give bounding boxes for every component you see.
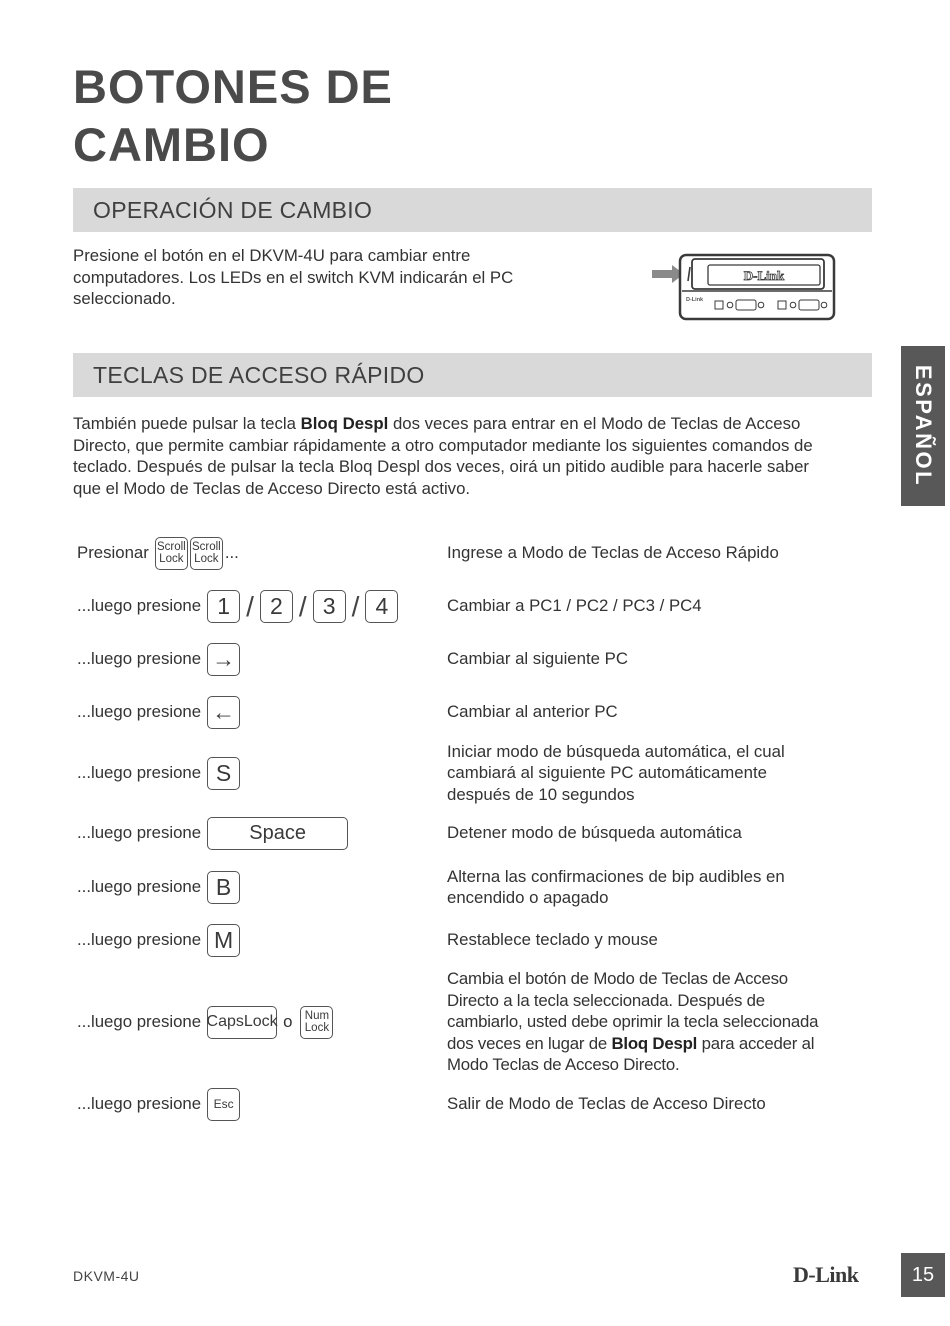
hotkeys-intro-post: dos veces para entrar en el Modo de Teclas de Acceso Directo, que permite cambiar rápidamente a otro computador mediante los siguientes comandos de teclado. Después de pulsar la tecla Bloq Despl dos veces, oirá un pitido audible para hacerle saber que el Modo de Teclas de Acceso Directo está activo. [73, 414, 813, 498]
hotkey-combo [77, 740, 240, 806]
key-num-lock [300, 1006, 333, 1039]
hotkey-description: Cambiar al anterior PC [447, 702, 618, 722]
change-desc-pre: Cambia el botón de Modo de Teclas de Acceso Directo a la tecla seleccionada. Después de cambiarlo, usted debe oprimir la tecla seleccionada dos veces en lugar de [447, 969, 819, 1053]
key-scroll-lock-2-top: Scroll [191, 541, 221, 553]
hotkey-row-exit [77, 1087, 867, 1121]
slash-separator: / [246, 590, 254, 622]
switch-operation-text: Presione el botón en el DKVM-4U para cambiar entre computadores. Los LEDs en el switch KVM indicarán el PC seleccionado. [73, 246, 514, 308]
hotkey-combo [77, 589, 398, 623]
hotkeys-intro-text [73, 413, 833, 499]
device-small-label: D-Link [686, 297, 704, 303]
kvm-switch-illustration [650, 253, 840, 325]
key-num-lock-bottom: Lock [304, 1022, 330, 1034]
hotkey-description: Cambiar a PC1 / PC2 / PC3 / PC4 [447, 596, 702, 616]
language-tab [901, 346, 945, 506]
hotkey-row-enter [77, 536, 867, 570]
key-scroll-lock-bottom: Lock [159, 553, 184, 565]
hotkeys-intro-bold: Bloq Despl [300, 414, 389, 433]
or-word: o [283, 1012, 293, 1031]
hotkey-row-change-key [77, 968, 867, 1076]
then-label: ...luego presione [77, 1012, 202, 1031]
hotkey-row-stop-scan [77, 816, 867, 850]
then-label: ...luego presione [77, 596, 202, 615]
hotkey-combo [77, 1087, 240, 1121]
then-label: ...luego presione [77, 763, 202, 782]
then-label: ...luego presione [77, 823, 202, 842]
slash-separator: / [351, 590, 360, 622]
key-s: S [207, 757, 240, 790]
hotkey-description: Cambiar al siguiente PC [447, 649, 628, 669]
hotkey-combo [77, 642, 240, 676]
hotkey-description: Ingrese a Modo de Teclas de Acceso Rápido [447, 543, 779, 563]
then-label: ...luego presione [77, 1094, 202, 1113]
section-heading-hotkeys: TECLAS DE ACCESO RÁPIDO [73, 353, 872, 397]
key-scroll-lock-top: Scroll [156, 541, 186, 553]
key-capslock: CapsLock [207, 1006, 277, 1039]
hotkey-combo [77, 816, 348, 850]
ellipsis: ... [224, 543, 239, 562]
hotkey-description: Alterna las confirmaciones de bip audibles en encendido o apagado [447, 866, 785, 907]
key-esc: Esc [207, 1088, 240, 1121]
hotkey-row-switch-pc [77, 589, 867, 623]
hotkeys-intro-pre: También puede pulsar la tecla [73, 414, 301, 433]
key-space: Space [207, 817, 348, 850]
key-right-arrow-icon: → [207, 643, 240, 676]
hotkey-row-next-pc [77, 642, 867, 676]
key-1: 1 [207, 590, 240, 623]
hotkey-combo [77, 695, 240, 729]
hotkey-combo [77, 968, 333, 1076]
page-title: BOTONES DE CAMBIO [73, 60, 393, 171]
key-scroll-lock-2-bottom: Lock [194, 553, 219, 565]
key-b: B [207, 871, 240, 904]
section-heading-switch-operation: OPERACIÓN DE CAMBIO [73, 188, 872, 232]
key-m: M [207, 924, 240, 957]
hotkey-description: Salir de Modo de Teclas de Acceso Directo [447, 1094, 766, 1114]
footer-brand-logo: D-Link [793, 1262, 859, 1287]
footer-model: DKVM-4U [73, 1268, 140, 1284]
key-num-lock-top: Num [304, 1010, 330, 1022]
device-brand-logo: D-Link [743, 268, 785, 283]
then-label: ...luego presione [77, 649, 202, 668]
hotkey-row-auto-scan [77, 740, 867, 806]
language-tab-label: ESPAÑOL [911, 364, 936, 488]
key-left-arrow-icon: ← [207, 696, 240, 729]
change-desc-post: para acceder al Modo Teclas de Acceso Directo. [447, 1033, 815, 1075]
key-3: 3 [313, 590, 346, 623]
hotkey-combo [77, 923, 240, 957]
page-number: 15 [901, 1253, 945, 1297]
hotkey-row-reset [77, 923, 867, 957]
hotkey-combo [77, 536, 239, 570]
hotkey-description [447, 968, 839, 1076]
hotkey-description: Detener modo de búsqueda automática [447, 823, 742, 843]
key-4: 4 [365, 590, 398, 623]
change-desc-bold: Bloq Despl [611, 1033, 698, 1053]
then-label: ...luego presione [77, 930, 202, 949]
press-label: Presionar [77, 543, 149, 562]
then-label: ...luego presione [77, 702, 202, 721]
slash-separator: / [298, 590, 307, 622]
then-label: ...luego presione [77, 877, 202, 896]
hotkey-combo [77, 865, 240, 909]
hotkey-row-beep [77, 865, 867, 909]
hotkey-row-prev-pc [77, 695, 867, 729]
key-scroll-lock-2 [190, 537, 223, 570]
hotkey-description: Iniciar modo de búsqueda automática, el cual cambiará al siguiente PC automáticamente después de 10 segundos [447, 741, 785, 804]
key-scroll-lock [155, 537, 188, 570]
key-2: 2 [260, 590, 293, 623]
hotkey-description: Restablece teclado y mouse [447, 930, 658, 950]
